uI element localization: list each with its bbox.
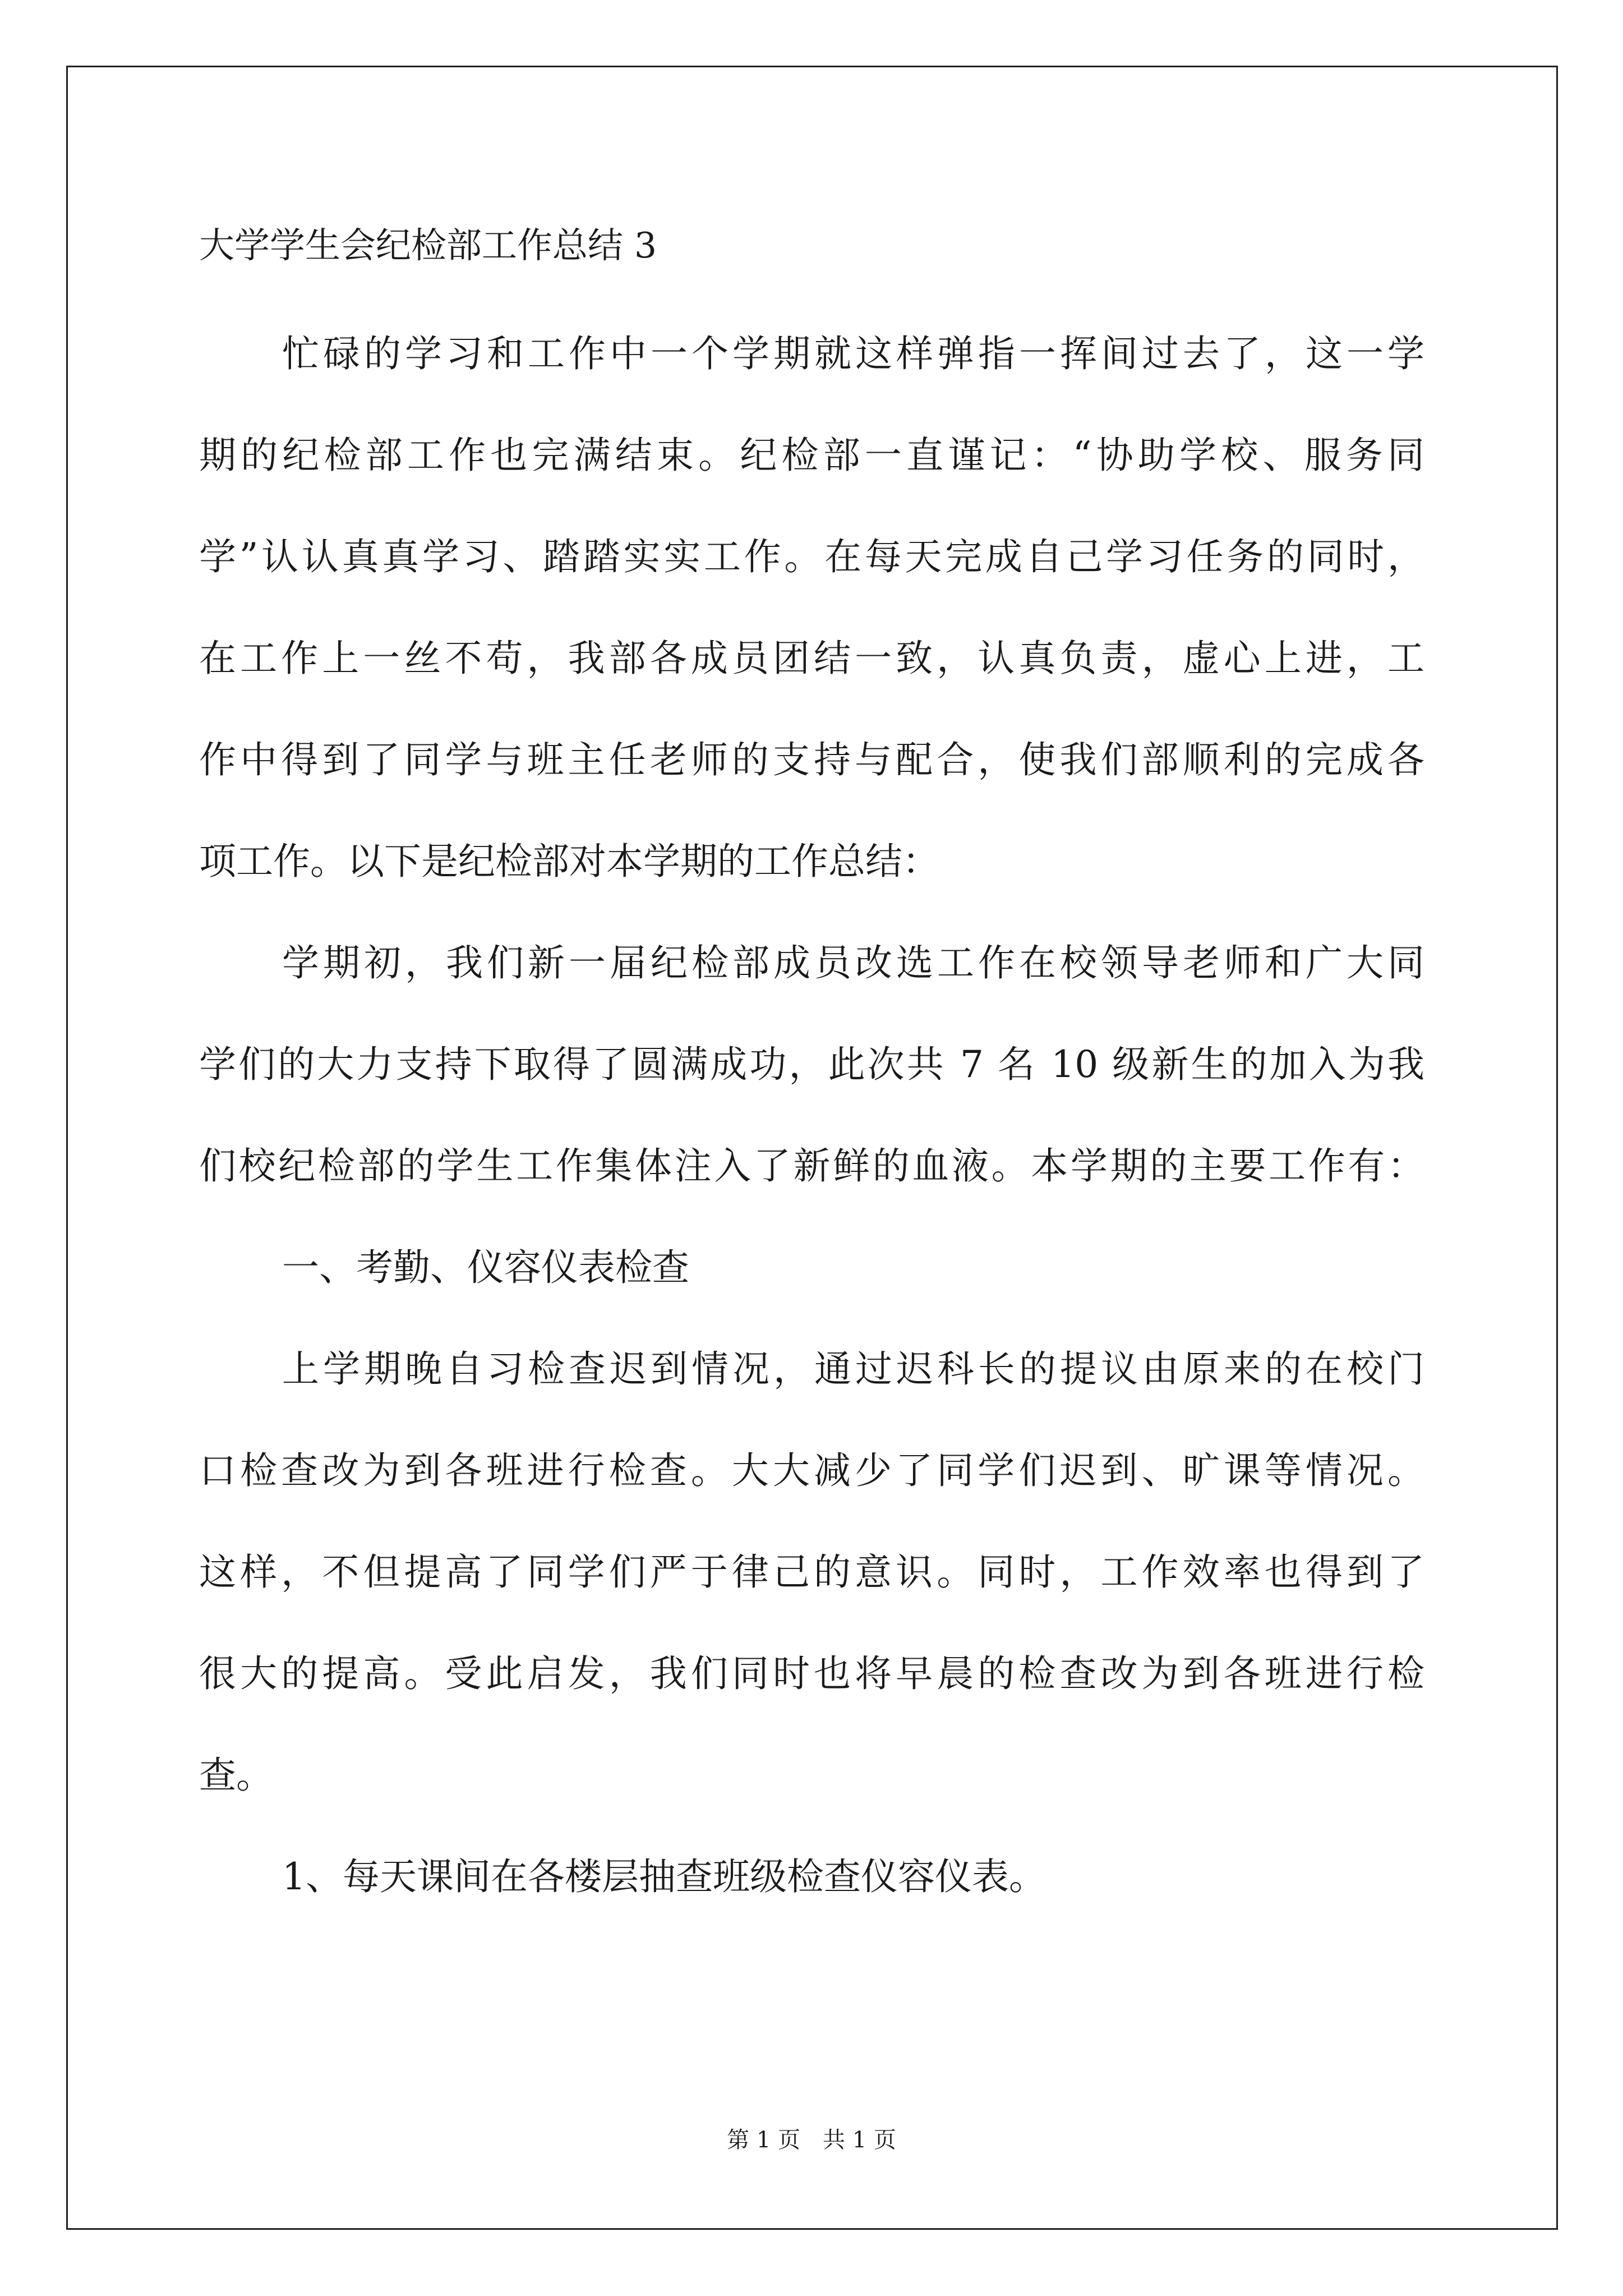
list-item-1: 1、每天课间在各楼层抽查班级检查仪容仪表。 bbox=[282, 1855, 1046, 1898]
page-number: 第 1 页 bbox=[727, 2127, 800, 2153]
page-footer bbox=[0, 2126, 1623, 2154]
page-total: 共 1 页 bbox=[823, 2127, 896, 2153]
paragraph-2-line-3: 们校纪检部的学生工作集体注入了新鲜的血液。本学期的主要工作有： bbox=[199, 1144, 1424, 1188]
paragraph-3-line-5: 查。 bbox=[199, 1754, 273, 1797]
document-title: 大学学生会纪检部工作总结 3 bbox=[199, 225, 657, 266]
paragraph-3-line-4: 很大的提高。受此启发，我们同时也将早晨的检查改为到各班进行检 bbox=[199, 1652, 1424, 1695]
paragraph-3-line-3: 这样，不但提高了同学们严于律己的意识。同时，工作效率也得到了 bbox=[199, 1550, 1424, 1594]
paragraph-3-line-1: 上学期晚自习检查迟到情况，通过迟科长的提议由原来的在校门 bbox=[282, 1347, 1424, 1391]
paragraph-1-line-6: 项工作。以下是纪检部对本学期的工作总结： bbox=[199, 840, 939, 883]
paragraph-3-line-2: 口检查改为到各班进行检查。大大减少了同学们迟到、旷课等情况。 bbox=[199, 1449, 1424, 1492]
paragraph-2-line-1: 学期初，我们新一届纪检部成员改选工作在校领导老师和广大同 bbox=[282, 941, 1424, 984]
paragraph-1-line-5: 作中得到了同学与班主任老师的支持与配合，使我们部顺利的完成各 bbox=[199, 738, 1424, 781]
paragraph-1-line-2: 期的纪检部工作也完满结束。纪检部一直谨记：“协助学校、服务同 bbox=[199, 434, 1424, 477]
paragraph-1-line-1: 忙碌的学习和工作中一个学期就这样弹指一挥间过去了，这一学 bbox=[282, 332, 1424, 375]
paragraph-1-line-4: 在工作上一丝不苟，我部各成员团结一致，认真负责，虚心上进，工 bbox=[199, 637, 1424, 680]
paragraph-2-line-2: 学们的大力支持下取得了圆满成功，此次共 7 名 10 级新生的加入为我 bbox=[199, 1043, 1424, 1086]
section-heading: 一、考勤、仪容仪表检查 bbox=[282, 1246, 689, 1289]
paragraph-1-line-3: 学”认认真真学习、踏踏实实工作。在每天完成自己学习任务的同时， bbox=[199, 535, 1424, 578]
